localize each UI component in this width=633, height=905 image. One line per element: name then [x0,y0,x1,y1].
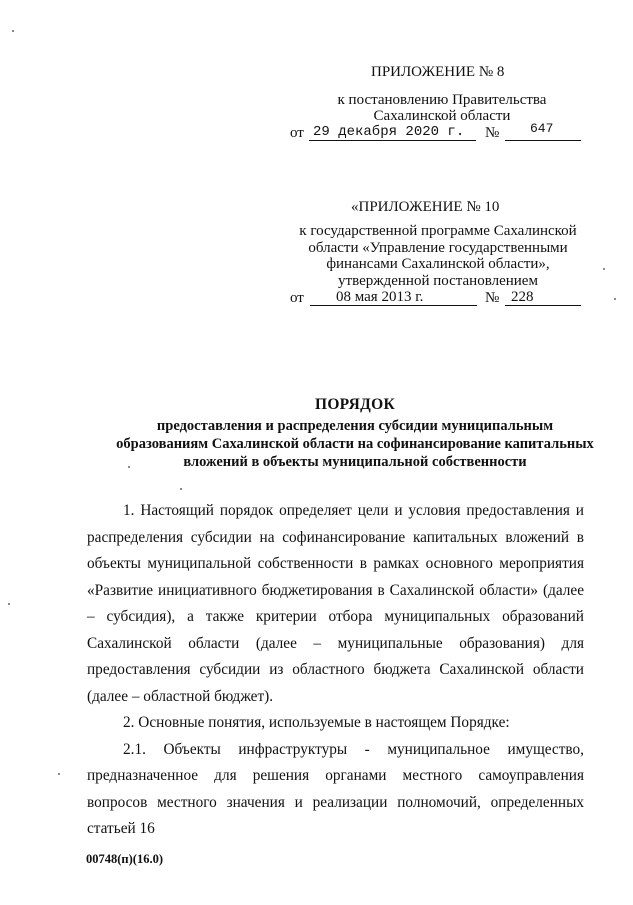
scan-speck [8,603,10,605]
appendix-8-line2: Сахалинской области [373,108,511,124]
appendix-10-number-label: № [485,290,500,306]
document-subtitle-line3: вложений в объекты муниципальной собственности [183,454,527,470]
document-title: ПОРЯДОК [314,396,396,413]
document-body [87,498,584,843]
scan-speck [128,466,130,468]
appendix-8-title: ПРИЛОЖЕНИЕ № 8 [371,64,505,80]
appendix-10-line3: финансами Сахалинской области», [326,256,550,272]
appendix-10-line1: к государственной программе Сахалинской [299,223,577,239]
appendix-8-date: 29 декабря 2020 г. [313,124,465,140]
appendix-10-date: 08 мая 2013 г. [336,289,424,305]
scan-speck [180,488,182,490]
document-subtitle-line1: предоставления и распределения субсидии муниципальным [156,418,554,434]
document-subtitle-line2: образованиям Сахалинской области на софинансирование капитальных [116,436,594,452]
appendix-8-number-underline [505,140,581,141]
appendix-8-from-label: от [290,125,304,141]
paragraph-2: 2. Основные понятия, используемые в настоящем Порядке: [123,714,510,731]
appendix-10-from-label: от [290,290,304,306]
appendix-8-date-underline [309,140,476,141]
scan-speck [603,268,605,270]
appendix-8-number: 647 [530,121,554,136]
appendix-10-number: 228 [511,289,534,305]
appendix-10-line4: утвержденной постановлением [338,273,538,289]
appendix-8-number-label: № [485,125,500,141]
document-code: 00748(п)(16.0) [86,852,163,866]
scan-speck [58,773,60,775]
appendix-10-line2: области «Управление государственными [308,240,568,256]
scan-speck [12,30,14,32]
paragraph-2-1: 2.1. Объекты инфраструктуры - муниципальное имущество, предназначенное для решения органами местного самоуправления вопросов местного значения и реализации полномочий, определенных статьей 16 [87,740,584,837]
appendix-10-title: «ПРИЛОЖЕНИЕ № 10 [351,199,500,215]
scan-speck [614,298,616,300]
paragraph-1: 1. Настоящий порядок определяет цели и условия предоставления и распределения субсидии на софинансирование капитальных вложений в объекты муниципальной собственности в рамках основного мероприятия «Развитие инициативного бюджетирования в Сахалинской области» (далее – субсидия), а также критерии отбора муниципальных образований Сахалинской области (далее – муниципальные образования) для предоставления субсидии из областного бюджета Сахалинской области (далее – областной бюджет). [87,502,584,705]
appendix-8-line1: к постановлению Правительства [337,92,547,108]
